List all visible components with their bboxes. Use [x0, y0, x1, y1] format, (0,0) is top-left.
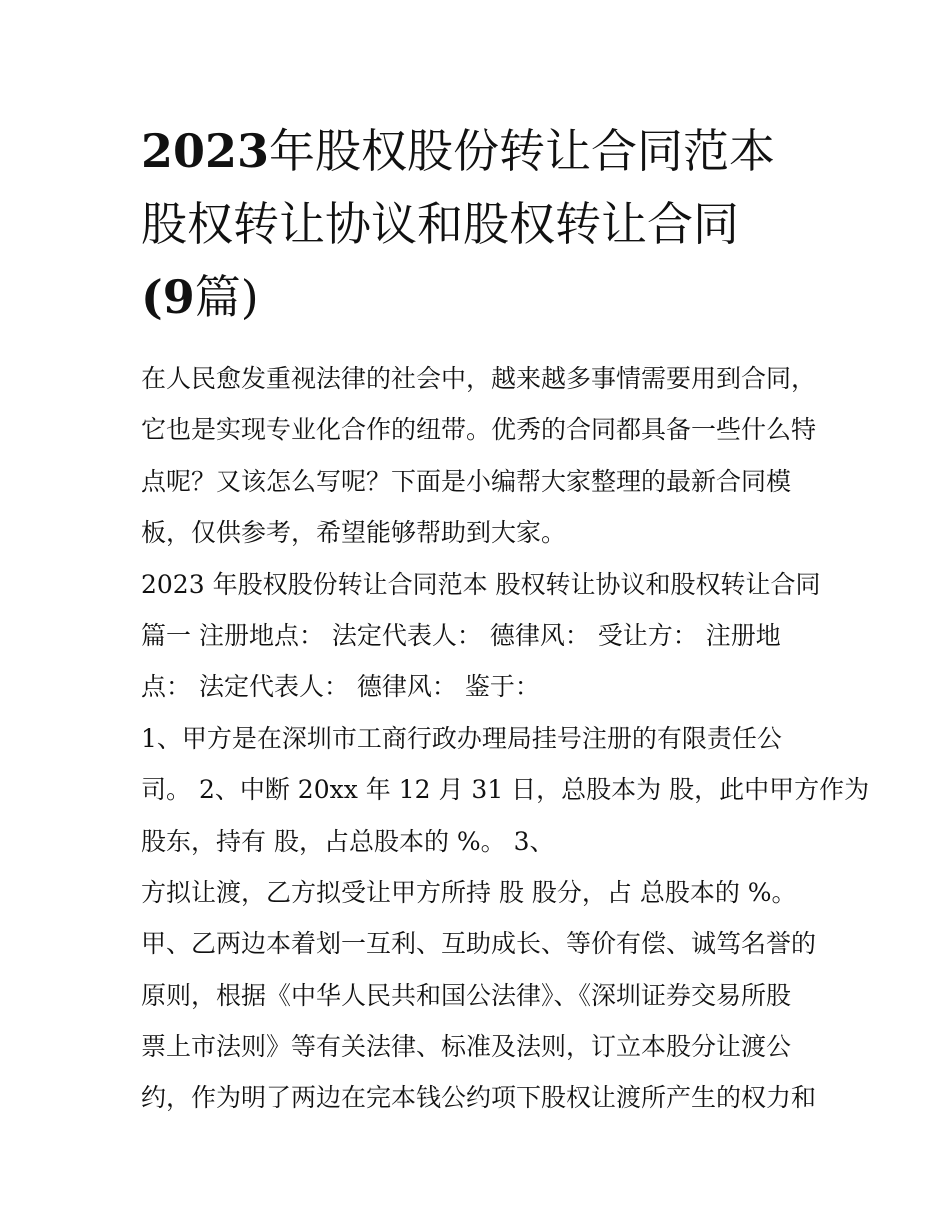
title-count: (9 [141, 270, 195, 324]
body-line: 板，仅供参考，希望能够帮助到大家。 [141, 518, 567, 548]
body-line: 甲、乙两边本着划一互利、互助成长、等价有偿、诚笃名誉的 [141, 929, 817, 959]
body-line: 点： 法定代表人： 德律风： 鉴于： [141, 672, 540, 702]
body-line: 股东，持有 股，占总股本的 %。 3、 [141, 826, 555, 856]
title-line-1-text: 年股权股份转让合同范本 [269, 124, 776, 178]
document-body [141, 360, 870, 1131]
body-line: 票上市法则》等有关法律、标准及法则，订立本股分让渡公 [141, 1032, 792, 1062]
title-line-3 [141, 261, 821, 334]
title-line-2-text: 股权转让协议和股权转让合同 [141, 197, 739, 251]
body-line: 2023 年股权股份转让合同范本 股权转让协议和股权转让合同 [141, 569, 821, 599]
body-line: 1、甲方是在深圳市工商行政办理局挂号注册的有限责任公 [141, 723, 782, 753]
document-title [141, 115, 821, 334]
body-line: 它也是实现专业化合作的纽带。优秀的合同都具备一些什么特 [141, 415, 817, 445]
body-line: 篇一 注册地点： 法定代表人： 德律风： 受让方： 注册地 [141, 620, 781, 650]
title-year: 2023 [141, 124, 270, 178]
body-line: 在人民愈发重视法律的社会中，越来越多事情需要用到合同， [141, 364, 817, 393]
title-line-1 [141, 115, 821, 188]
body-line: 原则，根据《中华人民共和国公法律》、《深圳证券交易所股 [141, 980, 792, 1010]
body-line: 点呢？又该怎么写呢？下面是小编帮大家整理的最新合同模 [141, 466, 792, 496]
body-line: 约，作为明了两边在完本钱公约项下股权让渡所产生的权力和 [141, 1083, 817, 1113]
title-line-2 [141, 188, 821, 261]
body-line: 方拟让渡，乙方拟受让甲方所持 股 股分，占 总股本的 %。 [141, 877, 797, 907]
title-line-3-text: 篇) [194, 270, 259, 324]
body-line: 司。 2、中断 20xx 年 12 月 31 日，总股本为 股，此中甲方作为 [141, 775, 870, 805]
